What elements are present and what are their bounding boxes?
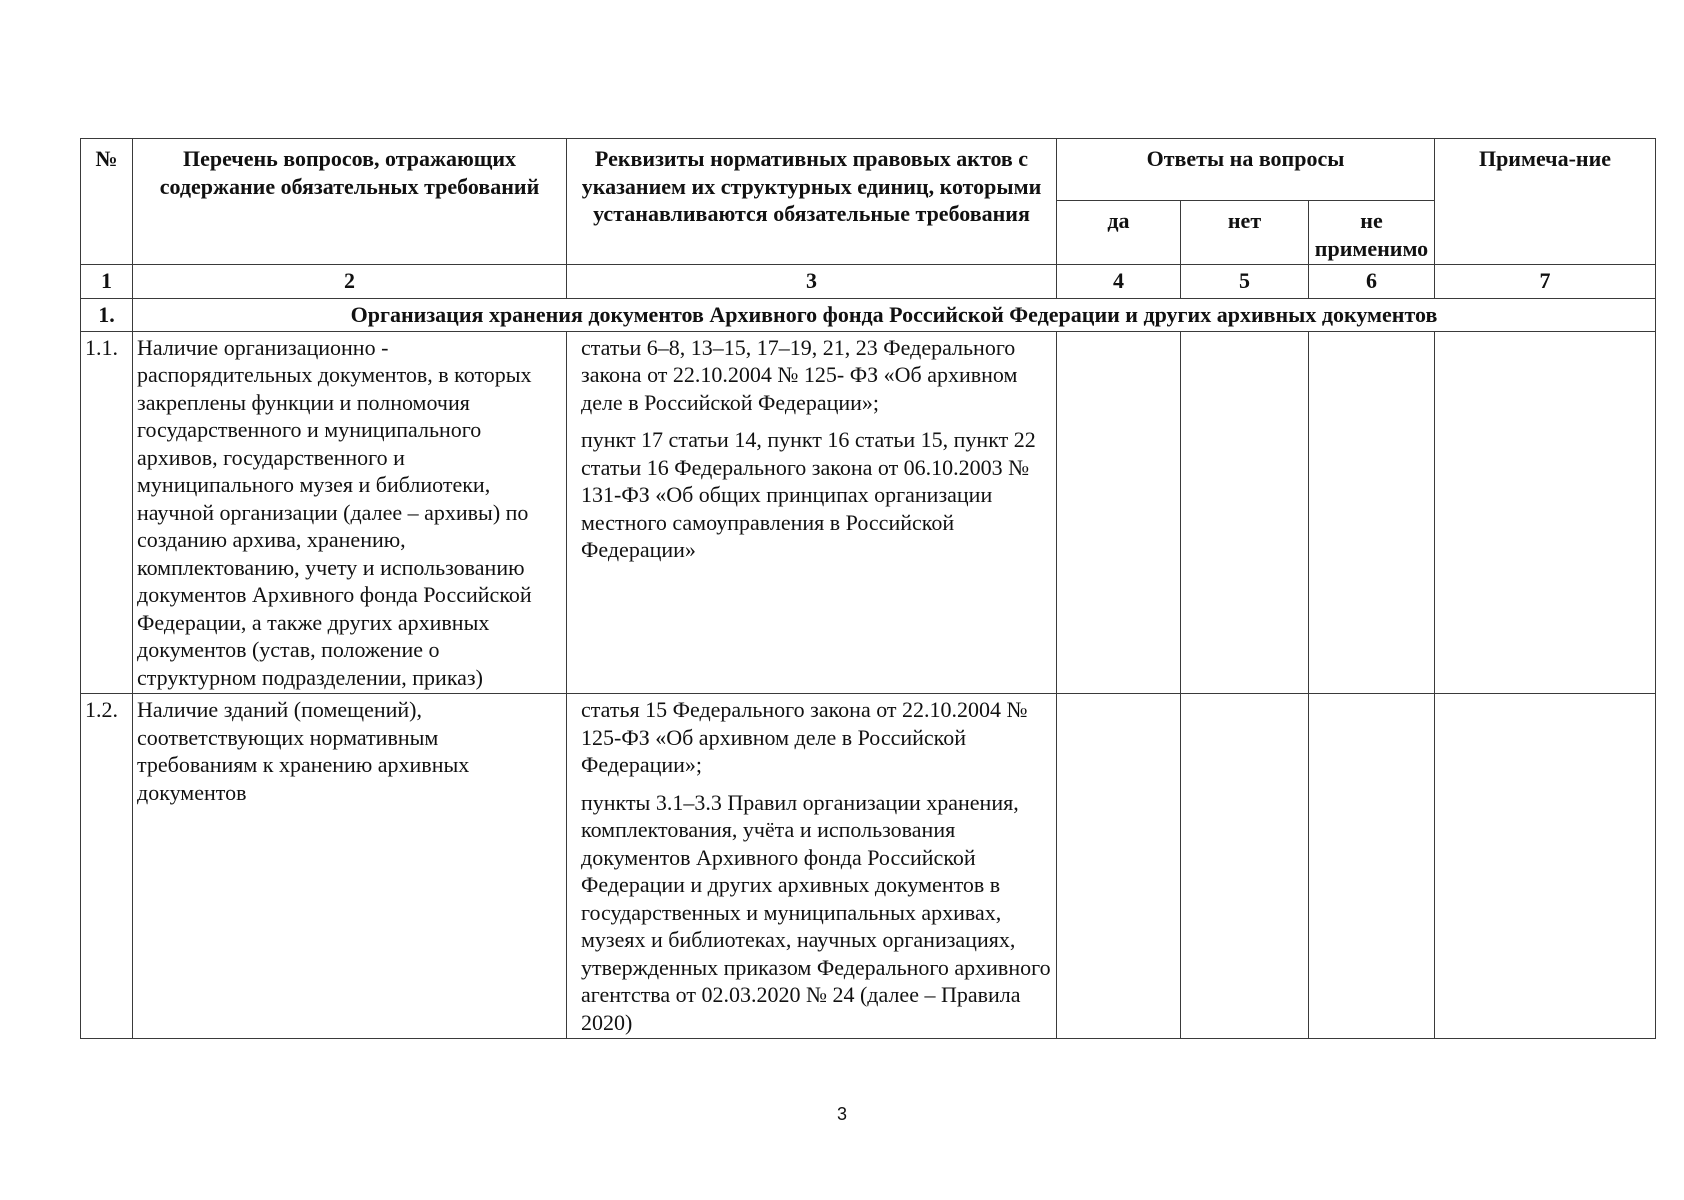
row-question: Наличие зданий (помещений), соответствующих нормативным требованиям к хранению архивных документов [133,694,567,1039]
note-cell[interactable] [1435,331,1656,694]
requisite-paragraph: статьи 6–8, 13–15, 17–19, 21, 23 Федерального закона от 22.10.2004 № 125- ФЗ «Об архивном деле в Российской Федерации»; [581,334,1018,415]
header-questions: Перечень вопросов, отражающих содержание обязательных требований [133,139,567,265]
table-row [81,331,1656,694]
header-num: № [81,139,133,265]
requisite-paragraph: статья 15 Федерального закона от 22.10.2004 № 125-ФЗ «Об архивном деле в Российской Федерации»; [581,697,1028,777]
note-cell[interactable] [1435,694,1656,1039]
column-number: 7 [1435,265,1656,299]
column-number: 3 [567,265,1057,299]
answer-not-applicable-cell[interactable] [1309,694,1435,1039]
answer-no-cell[interactable] [1181,694,1309,1039]
header-row [81,139,1656,201]
requirements-table [80,138,1656,1039]
header-not-applicable: не применимо [1309,201,1435,265]
column-number: 1 [81,265,133,299]
column-number-row [81,265,1656,299]
column-number: 5 [1181,265,1309,299]
section-number: 1. [81,299,133,332]
header-no: нет [1181,201,1309,265]
row-number: 1.2. [81,694,133,1039]
requisite-paragraph: пункт 17 статьи 14, пункт 16 статьи 15, пункт 22 статьи 16 Федерального закона от 06.10.2003 № 131-ФЗ «Об общих принципах организации местного самоуправления в Российской Федерации» [581,427,1036,562]
table-row [81,694,1656,1039]
row-question: Наличие организационно - распорядительных документов, в которых закреплены функции и полномочия государственного и муниципального архивов, государственного и муниципального музея и библиотеки, научной организации (далее – архивы) по созданию архива, хранению, комплектованию, учету и использованию документов Архивного фонда Российской Федерации, а также других архивных документов (устав, положение о структурном подразделении, приказ) [133,331,567,694]
row-number: 1.1. [81,331,133,694]
row-requisites [567,331,1057,694]
answer-no-cell[interactable] [1181,331,1309,694]
row-requisites [567,694,1057,1039]
column-number: 6 [1309,265,1435,299]
page-number: 3 [836,1104,847,1124]
answer-not-applicable-cell[interactable] [1309,331,1435,694]
requisite-paragraph: пункты 3.1–3.3 Правил организации хранения, комплектования, учёта и использования документов Архивного фонда Российской Федерации и других архивных документов в государственных и муниципальных архивах, музеях и библиотеках, научных организациях, утвержденных приказом Федерального архивного агентства от 02.03.2020 № 24 (далее – Правила 2020) [581,789,1051,1035]
header-yes: да [1057,201,1181,265]
answer-yes-cell[interactable] [1057,331,1181,694]
header-note: Примеча-ние [1435,139,1656,265]
column-number: 4 [1057,265,1181,299]
section-title: Организация хранения документов Архивного фонда Российской Федерации и других архивных документов [133,299,1656,332]
section-row [81,299,1656,332]
answer-yes-cell[interactable] [1057,694,1181,1039]
column-number: 2 [133,265,567,299]
header-requisites: Реквизиты нормативных правовых актов с указанием их структурных единиц, которыми устанавливаются обязательные требования [567,139,1057,265]
header-answers: Ответы на вопросы [1057,139,1435,201]
